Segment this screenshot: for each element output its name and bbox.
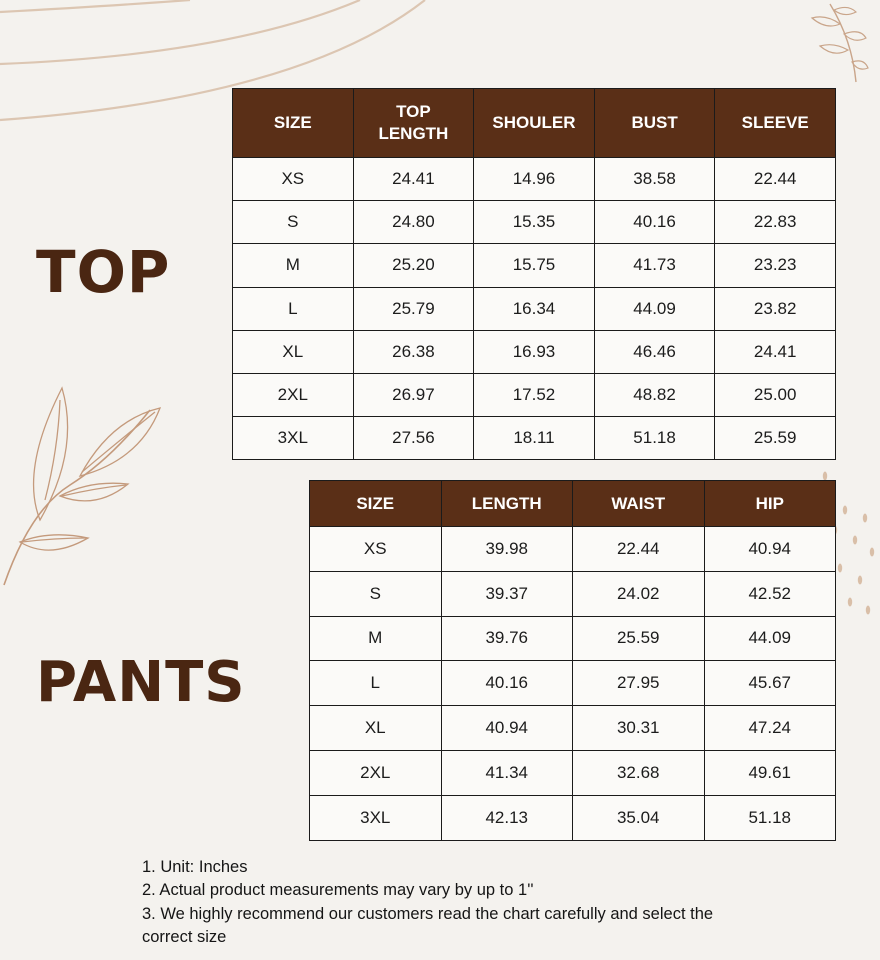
- table-row: [310, 527, 836, 572]
- table-cell: XL: [310, 706, 442, 751]
- column-header-hip: HIP: [704, 481, 836, 527]
- table-cell: 47.24: [704, 706, 836, 751]
- table-cell: XS: [310, 527, 442, 572]
- table-cell: 2XL: [233, 373, 354, 416]
- table-cell: 2XL: [310, 750, 442, 795]
- table-cell: 44.09: [704, 616, 836, 661]
- pants-section-title: PANTS: [36, 650, 246, 715]
- table-cell: 16.34: [474, 287, 595, 330]
- table-cell: L: [233, 287, 354, 330]
- table-row: [233, 201, 836, 244]
- table-cell: 25.59: [573, 616, 705, 661]
- table-cell: 22.44: [715, 158, 836, 201]
- table-cell: 40.16: [594, 201, 715, 244]
- table-cell: 39.98: [441, 527, 573, 572]
- table-row: [233, 244, 836, 287]
- table-cell: XL: [233, 330, 354, 373]
- leaf-branch-icon: [0, 380, 170, 590]
- table-cell: 39.76: [441, 616, 573, 661]
- table-cell: 40.16: [441, 661, 573, 706]
- table-cell: 41.34: [441, 750, 573, 795]
- table-cell: 24.41: [353, 158, 474, 201]
- table-cell: 26.97: [353, 373, 474, 416]
- table-header-row: [233, 89, 836, 158]
- table-cell: 39.37: [441, 571, 573, 616]
- table-row: [310, 706, 836, 751]
- table-cell: 35.04: [573, 795, 705, 840]
- table-cell: 30.31: [573, 706, 705, 751]
- leaf-sprig-icon: [790, 0, 870, 90]
- pants-size-table: [309, 480, 836, 841]
- table-row: [233, 287, 836, 330]
- table-cell: 17.52: [474, 373, 595, 416]
- table-row: [233, 158, 836, 201]
- table-row: [233, 417, 836, 460]
- table-cell: 42.13: [441, 795, 573, 840]
- column-header-top-length: TOP LENGTH: [353, 89, 474, 158]
- table-cell: 24.80: [353, 201, 474, 244]
- table-row: [310, 750, 836, 795]
- column-header-sleeve: SLEEVE: [715, 89, 836, 158]
- table-cell: 45.67: [704, 661, 836, 706]
- table-cell: 51.18: [594, 417, 715, 460]
- table-row: [233, 330, 836, 373]
- column-header-shoulder: SHOULER: [474, 89, 595, 158]
- table-cell: 26.38: [353, 330, 474, 373]
- table-cell: 40.94: [441, 706, 573, 751]
- table-cell: 41.73: [594, 244, 715, 287]
- table-cell: 46.46: [594, 330, 715, 373]
- table-cell: L: [310, 661, 442, 706]
- table-row: [233, 373, 836, 416]
- table-cell: 15.75: [474, 244, 595, 287]
- table-cell: 25.00: [715, 373, 836, 416]
- table-row: [310, 571, 836, 616]
- table-cell: XS: [233, 158, 354, 201]
- column-header-length: LENGTH: [441, 481, 573, 527]
- table-cell: 14.96: [474, 158, 595, 201]
- table-cell: 22.44: [573, 527, 705, 572]
- note-unit: 1. Unit: Inches: [142, 858, 248, 876]
- table-cell: 18.11: [474, 417, 595, 460]
- table-cell: 40.94: [704, 527, 836, 572]
- table-cell: 38.58: [594, 158, 715, 201]
- table-cell: 27.95: [573, 661, 705, 706]
- table-cell: 51.18: [704, 795, 836, 840]
- table-cell: 44.09: [594, 287, 715, 330]
- table-cell: 32.68: [573, 750, 705, 795]
- table-cell: S: [310, 571, 442, 616]
- column-header-size: SIZE: [233, 89, 354, 158]
- table-cell: 3XL: [310, 795, 442, 840]
- table-cell: 49.61: [704, 750, 836, 795]
- top-section-title: TOP: [36, 238, 171, 306]
- table-cell: 24.02: [573, 571, 705, 616]
- table-cell: 25.59: [715, 417, 836, 460]
- note-variance: 2. Actual product measurements may vary by up to 1'': [142, 881, 534, 900]
- table-cell: 23.82: [715, 287, 836, 330]
- table-row: [310, 795, 836, 840]
- table-cell: 48.82: [594, 373, 715, 416]
- table-cell: 42.52: [704, 571, 836, 616]
- top-size-table: [232, 88, 836, 460]
- column-header-waist: WAIST: [573, 481, 705, 527]
- note-recommendation: 3. We highly recommend our customers read the chart carefully and select the correct size: [142, 904, 714, 946]
- notes-list: [142, 856, 762, 949]
- table-cell: M: [233, 244, 354, 287]
- table-cell: 22.83: [715, 201, 836, 244]
- table-cell: 27.56: [353, 417, 474, 460]
- table-cell: 25.20: [353, 244, 474, 287]
- table-cell: 25.79: [353, 287, 474, 330]
- table-cell: 16.93: [474, 330, 595, 373]
- table-cell: 3XL: [233, 417, 354, 460]
- table-row: [310, 616, 836, 661]
- table-cell: M: [310, 616, 442, 661]
- table-header-row: [310, 481, 836, 527]
- column-header-bust: BUST: [594, 89, 715, 158]
- column-header-size: SIZE: [310, 481, 442, 527]
- table-cell: S: [233, 201, 354, 244]
- table-cell: 15.35: [474, 201, 595, 244]
- table-row: [310, 661, 836, 706]
- table-cell: 23.23: [715, 244, 836, 287]
- table-cell: 24.41: [715, 330, 836, 373]
